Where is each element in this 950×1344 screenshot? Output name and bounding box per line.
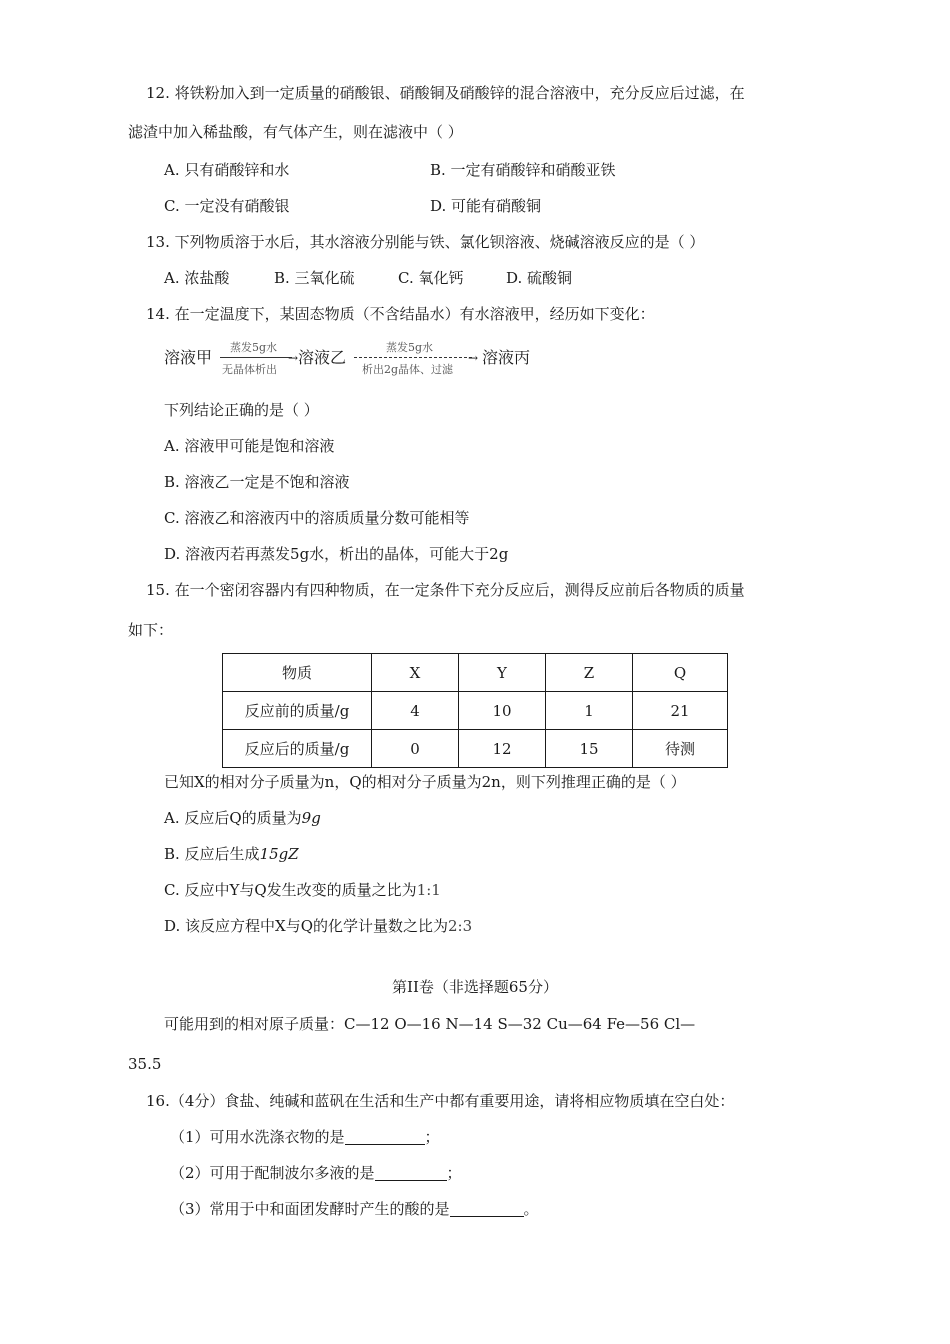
- table-cell: 10: [459, 692, 546, 730]
- table-cell: 0: [372, 730, 459, 768]
- q13-option-a: A. 浓盐酸: [164, 269, 230, 287]
- q12-option-d: D. 可能有硝酸铜: [430, 197, 542, 215]
- q16-sub3-text: （3）常用于中和面团发酵时产生的酸的是: [170, 1200, 450, 1218]
- table-header-cell: Q: [633, 654, 728, 692]
- arrow2-bottom-label: 析出2g晶体、过滤: [362, 363, 454, 376]
- q12-option-b: B. 一定有硝酸锌和硝酸亚铁: [430, 161, 616, 179]
- table-header-row: [223, 654, 728, 692]
- q12-option-c: C. 一定没有硝酸银: [164, 197, 290, 215]
- q14-process-diagram: [164, 338, 584, 384]
- solution-c: 溶液丙: [482, 348, 531, 367]
- q14-prompt: 下列结论正确的是（ ）: [164, 401, 319, 419]
- q12-option-a: A. 只有硝酸锌和水: [164, 161, 290, 179]
- table-row: [223, 692, 728, 730]
- q15-option-d-text: D. 该反应方程中X与Q的化学计量数之比为: [164, 917, 449, 935]
- q15-option-b: [164, 844, 299, 864]
- q15-option-d: [164, 916, 472, 936]
- q12-line1: 12. 将铁粉加入到一定质量的硝酸银、硝酸铜及硝酸锌的混合溶液中，充分反应后过滤，在: [146, 84, 745, 102]
- q13-option-c: C. 氧化钙: [398, 269, 464, 287]
- answer-blank-1[interactable]: [345, 1128, 425, 1145]
- atomic-mass-line1: 可能用到的相对原子质量：C—12 O—16 N—14 S—32 Cu—64 Fe—56 Cl—: [164, 1015, 696, 1033]
- q16-line1: 16.（4分）食盐、纯碱和蓝矾在生活和生产中都有重要用途，请将相应物质填在空白处：: [146, 1092, 735, 1110]
- atomic-mass-line2: 35.5: [128, 1055, 162, 1073]
- table-row: [223, 730, 728, 768]
- q16-sub1: [170, 1127, 440, 1147]
- q15-option-d-math: 2:3: [448, 917, 473, 935]
- arrow2-top-label: 蒸发5g水: [386, 341, 434, 354]
- table-header-cell: 物质: [223, 654, 372, 692]
- q13-option-b: B. 三氧化硫: [274, 269, 355, 287]
- q13-line1: 13. 下列物质溶于水后，其水溶液分别能与铁、氯化钡溶液、烧碱溶液反应的是（ ）: [146, 233, 705, 251]
- arrow1-bottom-label: 无晶体析出: [222, 363, 277, 376]
- table-cell: 21: [633, 692, 728, 730]
- q16-sub3: [170, 1199, 539, 1219]
- table-header-cell: Y: [459, 654, 546, 692]
- solution-b: 溶液乙: [298, 348, 347, 367]
- q14-line1: 14. 在一定温度下，某固态物质（不含结晶水）有水溶液甲，经历如下变化：: [146, 305, 655, 323]
- q15-option-a: [164, 808, 321, 828]
- table-cell: 4: [372, 692, 459, 730]
- q15-option-b-text: B. 反应后生成: [164, 845, 260, 863]
- table-cell: 待测: [633, 730, 728, 768]
- q15-option-a-math: 9g: [301, 809, 321, 827]
- table-cell: 12: [459, 730, 546, 768]
- q16-sub2-text: （2）可用于配制波尔多液的是: [170, 1164, 375, 1182]
- arrow2-line: [354, 357, 472, 358]
- q16-sub3-end: 。: [523, 1200, 539, 1218]
- q15-option-b-math: 15gZ: [259, 845, 299, 863]
- part2-title: 第II卷（非选择题65分）: [392, 978, 558, 996]
- q16-sub2-end: ；: [446, 1164, 462, 1182]
- arrow1-top-label: 蒸发5g水: [230, 341, 278, 354]
- q15-option-a-text: A. 反应后Q的质量为: [164, 809, 302, 827]
- mass-table: [222, 653, 728, 768]
- q15-option-c: [164, 880, 441, 900]
- q15-line2: 如下：: [128, 621, 174, 639]
- q14-option-d: D. 溶液丙若再蒸发5g水，析出的晶体，可能大于2g: [164, 545, 509, 563]
- q15-after-table: 已知X的相对分子质量为n，Q的相对分子质量为2n，则下列推理正确的是（ ）: [164, 773, 686, 791]
- table-cell: 反应前的质量/g: [223, 692, 372, 730]
- arrow1-head: →: [288, 351, 299, 365]
- table-cell: 1: [546, 692, 633, 730]
- q16-sub1-end: ；: [424, 1128, 440, 1146]
- q15-option-c-text: C. 反应中Y与Q发生改变的质量之比为: [164, 881, 417, 899]
- q13-option-d: D. 硫酸铜: [506, 269, 573, 287]
- q14-option-b: B. 溶液乙一定是不饱和溶液: [164, 473, 350, 491]
- answer-blank-2[interactable]: [375, 1164, 447, 1181]
- q15-option-c-math: 1:1: [416, 881, 441, 899]
- table-cell: 反应后的质量/g: [223, 730, 372, 768]
- q14-option-c: C. 溶液乙和溶液丙中的溶质质量分数可能相等: [164, 509, 470, 527]
- table-cell: 15: [546, 730, 633, 768]
- arrow1-line: [220, 357, 292, 358]
- q12-line2: 滤渣中加入稀盐酸，有气体产生，则在滤液中（ ）: [128, 123, 463, 141]
- q15-line1: 15. 在一个密闭容器内有四种物质，在一定条件下充分反应后，测得反应前后各物质的质量: [146, 581, 745, 599]
- answer-blank-3[interactable]: [450, 1200, 524, 1217]
- arrow2-head: →: [468, 351, 479, 365]
- q16-sub2: [170, 1163, 462, 1183]
- table-header-cell: Z: [546, 654, 633, 692]
- solution-a: 溶液甲: [164, 348, 213, 367]
- q14-option-a: A. 溶液甲可能是饱和溶液: [164, 437, 335, 455]
- q16-sub1-text: （1）可用水洗涤衣物的是: [170, 1128, 345, 1146]
- table-header-cell: X: [372, 654, 459, 692]
